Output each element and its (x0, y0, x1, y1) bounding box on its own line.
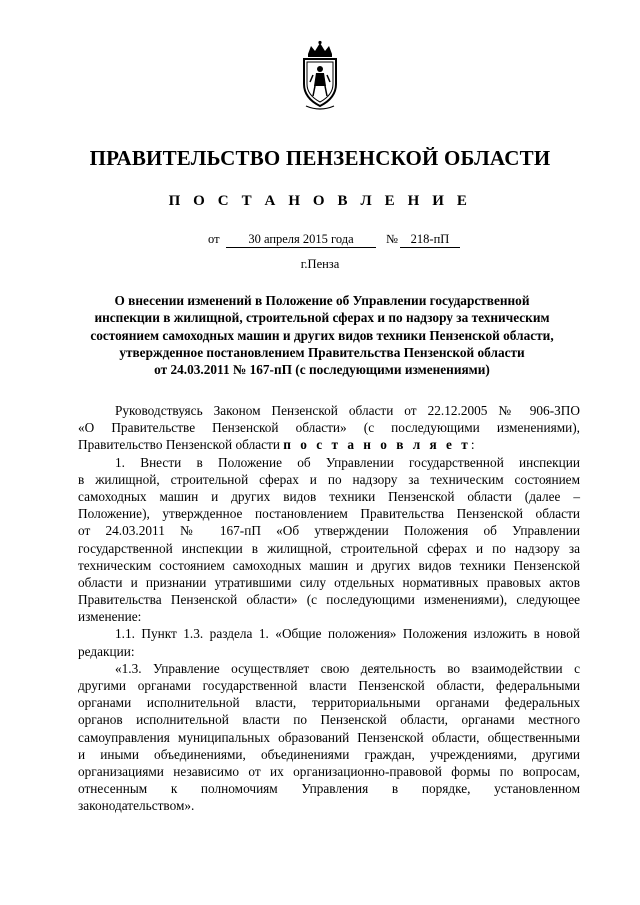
body-line: государственной инспекции в жилищной, строительной сферах и по надзору за (78, 540, 580, 556)
document-date: 30 апреля 2015 года (226, 232, 376, 248)
coat-of-arms-icon (298, 40, 342, 112)
body-line: органов исполнительной власти по Пензенской области, органами местного (78, 712, 580, 728)
body-line: техническим состоянием самоходных машин и других видов техники Пензенской (78, 557, 580, 573)
body-line: и иными объединениями, объединениями граждан, учреждениями, другими (78, 746, 580, 762)
document-heading (84, 292, 560, 378)
city: г.Пенза (300, 257, 340, 271)
body-line: редакции: (78, 643, 135, 659)
document-number: 218-пП (400, 232, 460, 248)
body-line: самоуправления муниципальных образований Пензенской области, общественными (78, 729, 580, 745)
body-line: Правительства Пензенской области» (с последующими изменениями), следующее (78, 592, 580, 608)
org-title: ПРАВИТЕЛЬСТВО ПЕНЗЕНСКОЙ ОБЛАСТИ (89, 146, 551, 170)
date-prefix: от (208, 232, 220, 246)
body-line: другими органами государственной власти Пензенской области, федеральными (78, 678, 580, 693)
body-line: 1. Внести в Положение об Управлении государственной инспекции (115, 454, 580, 470)
body-line: области и признании утратившими силу отдельных нормативных правовых актов (78, 574, 580, 590)
document-type: П О С Т А Н О В Л Е Н И Е (168, 193, 472, 209)
preamble-suffix: : (470, 437, 475, 453)
body-line: «О Правительстве Пензенской области» (с последующими изменениями), (78, 420, 580, 436)
heading-line: утвержденное постановлением Правительства Пензенской области (119, 344, 525, 360)
body-line: самоходных машин и других видов техники Пензенской области (далее – (78, 488, 580, 504)
body-line: в жилищной, строительной сферах и по надзору за техническим состоянием (78, 471, 580, 487)
heading-line: состоянием самоходных машин и других видов техники Пензенской области, (90, 327, 554, 343)
heading-line: О внесении изменений в Положение об Управлении государственной (114, 293, 530, 308)
body-line (78, 436, 580, 453)
body-line: органами исполнительной власти, территориальными органами федеральных (78, 695, 580, 711)
body-line: организациями независимо от их организационно-правовой формы по вопросам, (78, 763, 580, 779)
body-line: изменение: (78, 609, 142, 625)
preamble-prefix: Правительство Пензенской области (78, 437, 284, 453)
heading-line: инспекции в жилищной, строительной сферах и по надзору за техническим (94, 310, 550, 326)
document-body (78, 402, 580, 815)
body-line: отнесенным к полномочиям Управления в порядке, установленном (78, 781, 580, 797)
date-number-line (0, 232, 640, 248)
body-line: Руководствуясь Законом Пензенской области от 22.12.2005 № 906-ЗПО (115, 403, 580, 418)
resolves-word: п о с т а н о в л я е т (283, 437, 471, 453)
heading-line: от 24.03.2011 № 167-пП (с последующими изменениями) (154, 362, 490, 378)
number-prefix: № (386, 232, 398, 246)
body-line: законодательством». (78, 798, 195, 814)
body-line: Положение), утвержденное постановлением Правительства Пензенской области (78, 506, 580, 522)
body-line: «1.3. Управление осуществляет свою деятельность во взаимодействии с (115, 660, 580, 676)
body-line: 1.1. Пункт 1.3. раздела 1. «Общие положения» Положения изложить в новой (115, 626, 580, 642)
body-line: от 24.03.2011 № 167-пП «Об утверждении Положения об Управлении (78, 523, 580, 539)
